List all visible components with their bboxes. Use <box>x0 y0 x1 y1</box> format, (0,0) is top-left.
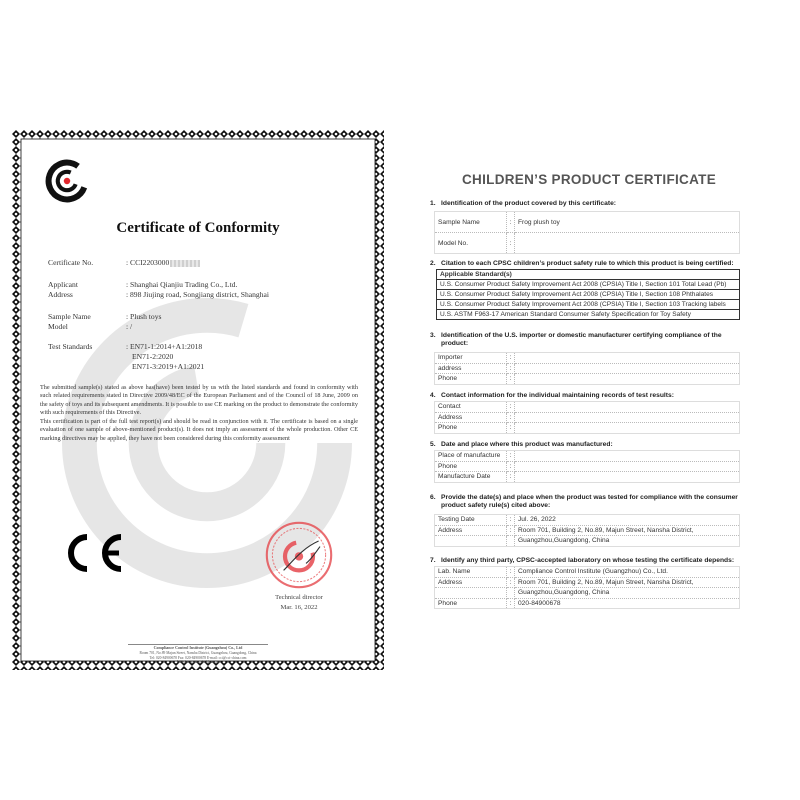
signature-title: Technical director <box>275 594 323 601</box>
redacted-number <box>170 260 200 267</box>
table-row: U.S. Consumer Product Safety Improvement Act 2008 (CPSIA) Title I, Section 108 Phthalates <box>437 290 740 300</box>
table-row: Model No. : <box>435 233 740 254</box>
footer-company: Compliance Control Institute (Guangzhou) Co., Ltd <box>153 645 243 650</box>
footer-line-1: Room 701, No.89 Majun Street, Nansha District, Guangzhou, Guangdong, China <box>139 651 257 655</box>
section-1-table <box>434 211 740 254</box>
table-row: address : <box>435 363 740 374</box>
table-row: Lab. Name : Compliance Control Institute (Guangzhou) Co., Ltd. <box>435 567 740 578</box>
section-3-table <box>434 352 740 385</box>
table-row: Place of manufacture : <box>435 451 740 462</box>
section-2-heading: 2. Citation to each CPSC children’s product safety rule to which this product is being certified: <box>430 260 734 267</box>
table-row: Phone : <box>435 461 740 472</box>
table-row: Address : Room 701, Building 2, No.89, Majun Street, Nansha District, <box>435 577 740 588</box>
section-6-table <box>434 514 740 547</box>
section-7-heading: 7. Identify any third party, CPSC-accepted laboratory on whose testing the certificate depends: <box>430 557 735 564</box>
section-5-heading: 5. Date and place where this product was manufactured: <box>430 441 613 448</box>
table-row: Guangzhou,Guangdong, China <box>435 536 740 547</box>
section-1-heading: 1. Identification of the product covered by this certificate: <box>430 200 617 207</box>
signature-date: Mar. 16, 2022 <box>280 604 318 611</box>
cci-logo-icon <box>44 158 90 204</box>
childrens-product-certificate <box>404 158 788 630</box>
conformity-paragraph: The submitted sample(s) stated as above has(have) been tested by us with the listed standards and found in conformity with such related requirements stated in Directive 2009/48/EC of the European Parliament and of the Council of 18 June, 2009 on the safety of toys and its subsequent amendments. It is possible to use CE marking on the product to demonstrate the conformity with such requirements of this Directive. <box>40 384 358 417</box>
section-3-heading: 3. Identification of the U.S. importer or domestic manufacturer certifying compliance of the product: <box>430 332 722 348</box>
testing-date-value: Jul. 26, 2022 <box>515 515 740 526</box>
table-row: Sample Name : Frog plush toy <box>435 212 740 233</box>
certificate-title: Certificate of Conformity <box>116 220 280 236</box>
applicable-standards-table <box>436 269 740 320</box>
table-row: Testing Date : Jul. 26, 2022 <box>435 515 740 526</box>
cpc-title: CHILDREN’S PRODUCT CERTIFICATE <box>462 172 716 187</box>
table-row: Applicable Standard(s) <box>437 270 740 280</box>
lab-name-value: Compliance Control Institute (Guangzhou) Co., Ltd. <box>515 567 740 578</box>
certificate-body: Certificate of Conformity Certificate No. : CCI2203000 Applicant : Shanghai Qianjiu Trading Co., Ltd. Address : 898 Jiujing road, Songjiang district, Shanghai Sample Name : Plush toys Model : / Test Standards : EN71-1:2014+A1:2018 EN71-2:2020 EN71-3:2019+A1:2021 The submitted sample(s) stated as above has(have) been tested by us with the listed standards and found in conformity with such related requirements stated in Directive 2009/48/EC of the European Parliament and of the Council of 18 June, 2009 on the safety of toys and its subsequent amendments. It is possible to use CE marking on the product to demonstrate the conformity with such requirements of this Directive. This certification is part of the full test report(s) and should be read in conjunction with it. The certificate is based on a single evaluation of one sample of above-mentioned product(s). It does not imply an assessment of the whole production. Other CE marking directives may be applied, they have not been considered during this conformity assessment Technical director Mar. 16, 2022 Compliance Control Institute (Guangzhou) Co., Ltd Room 701, No.89 Majun Street, Nansha District, Guangzhou, Guangdong, China Tel: 020-84900678 Fax: 020-84900678 E-mail: cci@cci-china.com Website: www.cci-china.com <box>32 148 364 652</box>
table-row: Guangzhou,Guangdong, China <box>435 588 740 599</box>
table-row: Contact : <box>435 402 740 413</box>
section-4-table <box>434 401 740 434</box>
table-row: Phone : <box>435 374 740 385</box>
certificate-of-conformity <box>12 130 384 670</box>
sample-name-value: Frog plush toy <box>515 212 740 233</box>
section-5-table <box>434 450 740 483</box>
section-4-heading: 4. Contact information for the individual maintaining records of test results: <box>430 392 674 399</box>
footer-line-2: Tel: 020-84900678 Fax: 020-84900678 E-mail: cci@cci-china.com <box>149 655 247 660</box>
table-row: Phone : 020-84900678 <box>435 598 740 609</box>
section-6-heading: 6. Provide the date(s) and place when the product was tested for compliance with the consumer product safety rule(s) cited above: <box>430 494 738 510</box>
scope-paragraph: This certification is part of the full test report(s) and should be read in conjunction with it. The certificate is based on a single evaluation of one sample of above-mentioned product(s). It does not imply an assessment of the whole production. Other CE marking directives may be applied, they have not been considered during this conformity assessment <box>40 418 358 442</box>
official-seal-icon <box>264 520 334 590</box>
table-row: U.S. ASTM F963-17 American Standard Consumer Safety Specification for Toy Safety <box>437 310 740 320</box>
table-row: Address : <box>435 412 740 423</box>
footer-line-3: Website: www.cci-china.com <box>176 660 220 664</box>
table-row: U.S. Consumer Product Safety Improvement Act 2008 (CPSIA) Title I, Section 103 Tracking labels <box>437 300 740 310</box>
table-row: Phone : <box>435 423 740 434</box>
ce-mark-icon <box>56 530 126 576</box>
table-row: Importer : <box>435 353 740 364</box>
table-row: Manufacture Date : <box>435 472 740 483</box>
table-row: Address : Room 701, Building 2, No.89, Majun Street, Nansha District, <box>435 525 740 536</box>
table-row: U.S. Consumer Product Safety Improvement Act 2008 (CPSIA) Title I, Section 101 Total Lead (Pb) <box>437 280 740 290</box>
section-7-table <box>434 566 740 609</box>
